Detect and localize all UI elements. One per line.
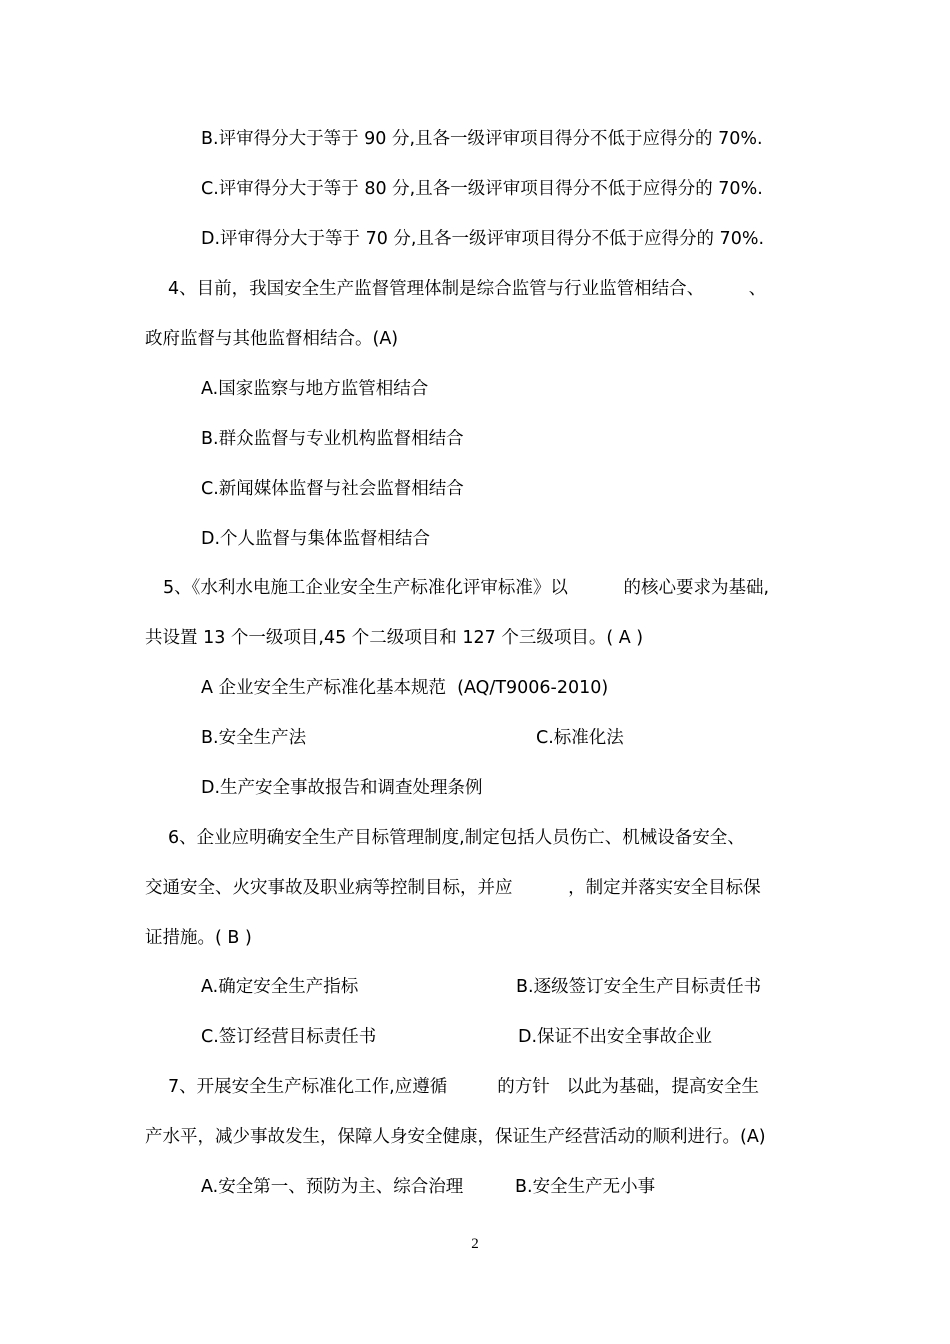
q4-option-b: B.群众监督与专业机构监督相结合	[201, 429, 464, 449]
q6-option-b: B.逐级签订安全生产目标责任书	[516, 977, 762, 997]
q3-option-b: B.评审得分大于等于 90 分,且各一级评审项目得分不低于应得分的 70%.	[201, 129, 763, 149]
q7-option-b: B.安全生产无小事	[515, 1177, 656, 1197]
q7-option-a: A.安全第一、预防为主、综合治理	[201, 1177, 464, 1197]
question-6-line-3: 证措施。( B )	[145, 928, 252, 948]
q4-option-c: C.新闻媒体监督与社会监督相结合	[201, 479, 464, 499]
question-4-line-1: 4、目前，我国安全生产监督管理体制是综合监管与行业监管相结合、 、	[168, 279, 767, 299]
q6-option-c: C.签订经营目标责任书	[201, 1027, 377, 1047]
q5-option-d: D.生产安全事故报告和调查处理条例	[201, 778, 483, 798]
q6-option-d: D.保证不出安全事故企业	[518, 1027, 713, 1047]
question-6-line-2: 交通安全、火灾事故及职业病等控制目标，并应 ，制定并落实安全目标保	[145, 878, 761, 898]
question-7-line-1: 7、开展安全生产标准化工作,应遵循 的方针 以此为基础，提高安全生	[168, 1077, 759, 1097]
q3-option-c: C.评审得分大于等于 80 分,且各一级评审项目得分不低于应得分的 70%.	[201, 179, 763, 199]
question-6-line-1: 6、企业应明确安全生产目标管理制度,制定包括人员伤亡、机械设备安全、	[168, 828, 745, 848]
question-5-line-2: 共设置 13 个一级项目,45 个二级项目和 127 个三级项目。( A )	[145, 628, 644, 648]
page-number: 2	[471, 1236, 479, 1252]
q6-option-a: A.确定安全生产指标	[201, 977, 359, 997]
q5-option-b: B.安全生产法	[201, 728, 307, 748]
q5-option-a: A 企业安全生产标准化基本规范 (AQ/T9006-2010)	[201, 678, 609, 698]
question-5-line-1: 5、《水利水电施工企业安全生产标准化评审标准》以 的核心要求为基础,	[163, 578, 770, 598]
q5-option-c: C.标准化法	[536, 728, 624, 748]
question-7-line-2: 产水平，减少事故发生，保障人身安全健康，保证生产经营活动的顺利进行。(A)	[145, 1127, 766, 1147]
question-4-line-2: 政府监督与其他监督相结合。(A)	[145, 329, 399, 349]
q3-option-d: D.评审得分大于等于 70 分,且各一级评审项目得分不低于应得分的 70%.	[201, 229, 765, 249]
q4-option-d: D.个人监督与集体监督相结合	[201, 529, 431, 549]
q4-option-a: A.国家监察与地方监管相结合	[201, 379, 429, 399]
